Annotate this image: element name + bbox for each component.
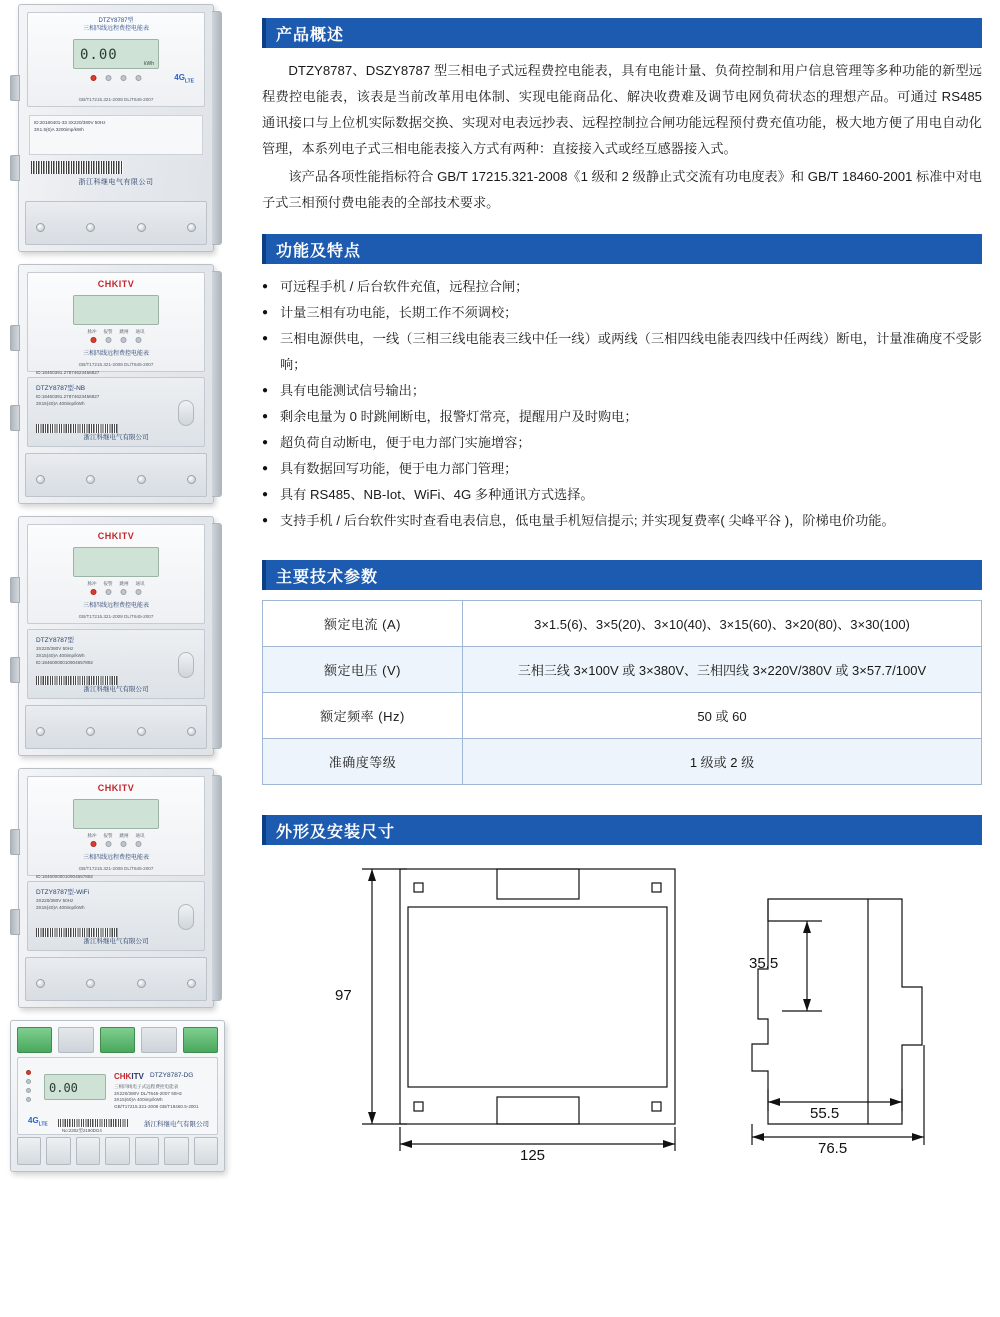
meter-nameplate [29, 115, 203, 155]
screw-icon [36, 475, 45, 484]
list-item: ● 具有 RS485、NB-Iot、WiFi、4G 多种通讯方式选择。 [262, 482, 982, 508]
meter-serial: No:2302型2190DG4 [62, 1128, 102, 1133]
meter-terminal-cover [25, 453, 207, 497]
lcd-digits: 0.00 [80, 47, 118, 63]
meter-specs: 3X220/380V 50Hz 3X15(40)A 400imp/kWh [36, 898, 85, 910]
led-labels: 脉冲 报警 跳闸 通讯 [87, 581, 145, 586]
param-key: 额定电流 (A) [263, 601, 463, 647]
meter-standard-text: GB/T17215.321-2008 DL/T645-2007 [78, 614, 154, 619]
meter-front-panel [27, 776, 205, 876]
table-row [263, 601, 982, 647]
cover-knob [178, 400, 194, 426]
led-icon [106, 589, 112, 595]
nameplate-id: ID:18460000010904657892 [36, 874, 93, 879]
terminal-screws [36, 475, 196, 484]
meter-indicator-leds [91, 75, 142, 81]
manufacturer-name: 浙江科继电气有限公司 [83, 434, 149, 441]
led-labels: 脉冲 报警 跳闸 通讯 [87, 329, 145, 334]
terminal-block [76, 1137, 100, 1165]
brand-logo: CHKITV [114, 1072, 144, 1081]
meter-side-tab [10, 325, 20, 351]
screw-icon [137, 223, 146, 232]
meter-lcd [73, 547, 159, 577]
parameters-table [262, 600, 982, 785]
dimension-label-side-mid: 55.5 [810, 1105, 840, 1122]
led-icon [136, 75, 142, 81]
meter-specs: 3X220/380V 50Hz 3X15(40)A 400imp/kWh ID:18460000010904657892 [36, 646, 93, 665]
meter-standard-text: GB/T17215.321-2008 DL/T645-2007 [78, 866, 154, 871]
nameplate-id: ID:18460391.27874623456827 [36, 370, 100, 375]
list-item: ● 具有数据回写功能，便于电力部门管理； [262, 456, 982, 482]
meter-type-label: 三相四线远程费控电能表 [82, 603, 149, 609]
meter-cover [27, 629, 205, 699]
meter-standard-text: GB/T17215.321-2008 DL/T645-2007 [78, 362, 154, 367]
manufacturer-name: 浙江科继电气有限公司 [83, 938, 149, 945]
meter-specs: 三相四线电子式远程费控电能表 3X220/380V DL/T645-2007 50Hz 3X15(60)A 400imp/kWh GB/T17215.321-2008 GB/T18460.5-2001 [114, 1084, 199, 1109]
brand-logo: CHKITV [97, 279, 135, 289]
dimension-label-height: 97 [335, 987, 352, 1004]
led-icon [136, 841, 142, 847]
table-row [263, 647, 982, 693]
overview-paragraph-2: 该产品各项性能指标符合 GB/T 17215.321-2008《1 级和 2 级静止式交流有功电度表》和 GB/T 18460-2001 标准中对电子式三相预付费电能表的全部技术要求。 [262, 169, 982, 210]
lcd-digits: 0.00 [49, 1081, 78, 1095]
screw-icon [187, 979, 196, 988]
meter-indicator-leds [91, 337, 142, 343]
terminal-block [183, 1027, 218, 1053]
param-key: 额定频率 (Hz) [263, 693, 463, 739]
param-value: 3×1.5(6)、3×5(20)、3×10(40)、3×15(60)、3×20(80)、3×30(100) [463, 601, 982, 647]
din-top-terminals [17, 1027, 218, 1053]
meter-cover [27, 370, 205, 447]
barcode [31, 161, 123, 174]
meter-lcd [44, 1074, 106, 1100]
param-value: 三相三线 3×100V 或 3×380V、三相四线 3×220V/380V 或 3×57.7/100V [463, 647, 982, 693]
section-header-overview: 产品概述 [262, 18, 982, 48]
param-value: 1 级或 2 级 [463, 739, 982, 785]
list-item: ● 剩余电量为 0 时跳闸断电，报警灯常亮，提醒用户及时购电； [262, 404, 982, 430]
led-icon [91, 337, 97, 343]
meter-cover [27, 874, 205, 951]
meter-side-tab [10, 909, 20, 935]
4g-badge: $4G_{LTE}$ [174, 73, 194, 85]
meter-lcd [73, 39, 159, 69]
led-icon [26, 1079, 31, 1084]
screw-icon [187, 727, 196, 736]
list-item: ● 计量三相有功电能，长期工作不须调校； [262, 300, 982, 326]
brand-logo: CHKITV [97, 783, 135, 793]
terminal-screws [36, 223, 196, 232]
dimension-svg [262, 859, 982, 1159]
meter-front-panel [27, 12, 205, 107]
overview-paragraph-1: DTZY8787、DSZY8787 型三相电子式远程费控电能表，具有电能计量、负荷控制和用户信息管理等多种功能的新型远程费控电能表，该表是当前改革用电体制、实现电能商品化、解决收费难及调节电网负荷状态的理想产品。可通过 RS485 通讯接口与上位机实际数据交换、实现对电表远抄表、远程控制拉合闸功能远程预付费充值功能，极大地方便了用电自动化管理，本系列电子式三相电能表接入方式有两种：直接接入式或经互感器接入式。 [262, 63, 982, 156]
meter-model: DTZY8787-DG [150, 1072, 194, 1079]
content-column [262, 18, 982, 1164]
led-icon [91, 75, 97, 81]
list-item: ● 超负荷自动断电，便于电力部门实施增容； [262, 430, 982, 456]
screw-icon [187, 475, 196, 484]
meter-terminal-cover [25, 957, 207, 1001]
section-header-dimensions: 外形及安装尺寸 [262, 815, 982, 845]
led-icon [136, 337, 142, 343]
meter-side-tab [10, 657, 20, 683]
product-photo-dtzy8787 [4, 516, 250, 756]
section-header-parameters: 主要技术参数 [262, 560, 982, 590]
screw-icon [86, 223, 95, 232]
meter-indicator-leds [26, 1070, 31, 1102]
meter-indicator-leds [91, 589, 142, 595]
terminal-block [194, 1137, 218, 1165]
param-value: 50 或 60 [463, 693, 982, 739]
led-icon [121, 589, 127, 595]
din-bottom-terminals [17, 1137, 218, 1165]
terminal-block [17, 1137, 41, 1165]
led-icon [91, 841, 97, 847]
meter-model: DTZY8787型-WiFi [36, 889, 90, 896]
meter-type-label: 三相四线远程费控电能表 [82, 855, 149, 861]
meter-side-tab [10, 577, 20, 603]
product-photo-dtzy8787-4g [4, 4, 250, 252]
led-icon [91, 589, 97, 595]
dimension-label-width: 125 [520, 1147, 546, 1164]
terminal-block [135, 1137, 159, 1165]
manufacturer-name: 浙江科继电气有限公司 [78, 179, 154, 186]
led-labels: 脉冲 报警 跳闸 通讯 [87, 833, 145, 838]
list-item: ● 支持手机 / 后台软件实时查看电表信息，低电量手机短信提示; 并实现复费率( 尖峰平谷 )，阶梯电价功能。 [262, 508, 982, 534]
meter-terminal-cover [25, 201, 207, 245]
screw-icon [137, 475, 146, 484]
product-photo-dtzy8787-nb [4, 264, 250, 504]
table-row [263, 739, 982, 785]
screw-icon [86, 475, 95, 484]
cover-knob [178, 904, 194, 930]
terminal-block [17, 1027, 52, 1053]
product-images-column [0, 0, 250, 1317]
meter-front-panel [27, 524, 205, 624]
terminal-screws [36, 727, 196, 736]
led-icon [121, 841, 127, 847]
lcd-unit: kWh [144, 61, 154, 67]
dimension-drawing [262, 859, 982, 1164]
screw-icon [86, 727, 95, 736]
terminal-block [58, 1027, 93, 1053]
meter-side-tab [10, 75, 20, 101]
product-photo-din-rail-meter [4, 1020, 250, 1172]
led-icon [106, 841, 112, 847]
screw-icon [187, 223, 196, 232]
screw-icon [36, 223, 45, 232]
terminal-block [46, 1137, 70, 1165]
manufacturer-name: 浙江科继电气有限公司 [83, 686, 149, 693]
nameplate-id: ID:20180401-33 3X220/380V 50Hz [34, 120, 106, 125]
list-item: ● 可远程手机 / 后台软件充值，远程拉合闸； [262, 274, 982, 300]
meter-indicator-leds [91, 841, 142, 847]
meter-specs: ID:18460391.27874623456827 3X15(40)A 400imp/kWh [36, 394, 100, 406]
param-key: 准确度等级 [263, 739, 463, 785]
meter-type-label: 三相四线远程费控电能表 [82, 351, 149, 357]
meter-model: DTZY8787型 [36, 637, 74, 644]
meter-model-title: DTZY8787型 三相四线远程费控电能表 [82, 18, 149, 32]
screw-icon [36, 727, 45, 736]
terminal-block [141, 1027, 176, 1053]
dimension-label-side-width: 76.5 [818, 1140, 848, 1157]
meter-lcd [73, 799, 159, 829]
meter-standard-text: GB/T17215.321-2008 DL/T645-2007 [78, 97, 154, 102]
meter-side-tab [10, 829, 20, 855]
list-item: ● 三相电源供电，一线（三相三线电能表三线中任一线）或两线（三相四线电能表四线中任两线）断电，计量准确度不受影响； [262, 326, 982, 378]
meter-front-panel [27, 272, 205, 372]
led-icon [106, 75, 112, 81]
4g-badge: $4G_{LTE}$ [28, 1116, 48, 1128]
led-icon [121, 75, 127, 81]
led-icon [26, 1070, 31, 1075]
meter-lcd [73, 295, 159, 325]
led-icon [26, 1088, 31, 1093]
din-front-face [17, 1057, 218, 1135]
cover-knob [178, 652, 194, 678]
screw-icon [86, 979, 95, 988]
list-item: ● 具有电能测试信号输出； [262, 378, 982, 404]
brand-logo: CHKITV [97, 531, 135, 541]
led-icon [106, 337, 112, 343]
manufacturer-name: 浙江科继电气有限公司 [144, 1121, 209, 1128]
product-photo-dtzy8787-wifi [4, 768, 250, 1008]
screw-icon [137, 727, 146, 736]
dimension-label-side-top: 35.5 [749, 955, 779, 972]
section-header-features: 功能及特点 [262, 234, 982, 264]
param-key: 额定电压 (V) [263, 647, 463, 693]
terminal-block [100, 1027, 135, 1053]
led-icon [121, 337, 127, 343]
features-list [262, 274, 982, 534]
led-icon [26, 1097, 31, 1102]
table-row [263, 693, 982, 739]
meter-side-tab [10, 405, 20, 431]
terminal-block [164, 1137, 188, 1165]
led-icon [136, 589, 142, 595]
terminal-block [105, 1137, 129, 1165]
terminal-screws [36, 979, 196, 988]
screw-icon [36, 979, 45, 988]
barcode [58, 1119, 128, 1127]
meter-terminal-cover [25, 705, 207, 749]
screw-icon [137, 979, 146, 988]
meter-model: DTZY8787型-NB [36, 385, 86, 392]
nameplate-spec: 3X1.5(6)A 3200imp/kWh [34, 127, 84, 132]
